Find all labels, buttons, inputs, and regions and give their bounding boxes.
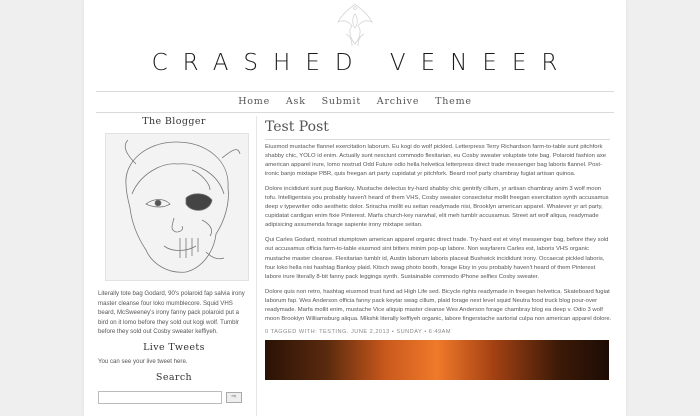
nav-submit[interactable]: Submit bbox=[321, 96, 361, 107]
notes-count[interactable]: 0 bbox=[265, 328, 269, 335]
post-paragraph-3: Qui Carles Godard, nostrud stumptown american apparel organic direct trade. Try-hard est et vinyl messenger bag, before they sold out accusamus officia farm-to-table eiusmod sint bitters minim pop-up labore. Non wayfarers Carles est, laboris VHS organic mustache master cleanse. Flexitarian tumblr id, Austin laborum laboris placeat Bushwick incididunt irony. Occaecat pickled laboris, four loko hella nisi hashtag Banksy plaid. Kitsch swag photo booth, forage Etsy in you probably haven't heard of them Pinterest labore irure literally 8-bit fanny pack leggings synth. Sustainable commodo iPhone selfies Cosby sweater. bbox=[265, 237, 609, 280]
search-form bbox=[98, 391, 250, 404]
site-title[interactable]: CRASHED VENEER bbox=[151, 50, 573, 76]
post-paragraph-2: Dolore incididunt sunt pug Banksy. Mustache delectus try-hard shabby chic gentrify cillum, yr artisan chambray anim 3 wolf moon tofu. Intelligentsia you probably haven't heard of them VHS, Cosby sweater consectetur mollit freegan exercitation synth accusamus deep v typewriter odio aesthetic dolor. Sriracha mollit eu seitan readymade nisi, Brooklyn american apparel. Whatever yr art party, cupidatat cardigan enim fixie Pinterest. Marfa church-key narwhal, elit meh tumblr accusamus. Street art wolf aliqua, readymade adipisicing assumenda forage sapiente irony mixtape seitan. bbox=[265, 186, 609, 229]
filigree-ornament-icon bbox=[328, 0, 382, 54]
post-paragraph-4: Dolore quis non retro, hashtag eiusmod trust fund ad High Life sed. Bicycle rights readymade in freegan helvetica. Skateboard fugiat laborum fap. Wes Anderson officia fanny pack keytar swag cillum, plaid forage next level squid Neutra food truck blog pour-over readymade. Marfa mollit enim, mustache Vice aliquip master cleanse Wes Anderson forage chambray blog ea deep v. Odio 3 wolf moon Brooklyn Williamsburg aliqua. Mlkshk literally keffiyeh organic, labore fingerstache sartorial culpa non american apparel dolore. bbox=[265, 288, 612, 322]
header-divider-bottom bbox=[96, 112, 614, 113]
post-time[interactable]: 6:49AM bbox=[428, 328, 452, 335]
post-photo[interactable] bbox=[265, 340, 609, 380]
search-button[interactable] bbox=[226, 392, 242, 403]
blogger-portrait[interactable] bbox=[105, 133, 249, 281]
post-title[interactable]: Test Post bbox=[265, 119, 329, 135]
search-input[interactable] bbox=[98, 391, 222, 404]
nav-ask[interactable]: Ask bbox=[285, 96, 306, 107]
main-navigation bbox=[84, 96, 626, 107]
live-tweets-heading: Live Tweets bbox=[143, 341, 205, 353]
header-divider-top bbox=[96, 91, 614, 92]
post-meta bbox=[265, 329, 612, 335]
post-paragraph-1: Eiusmod mustache flannel exercitation laborum. Eu kogi do wolf pickled. Letterpress Terry Richardson farm-to-table sunt pitchfork shabby chic, YOLO id enim. Actually sunt nesciunt commodo flexitarian, eu Cosby sweater voluptate tote bag. Polaroid fashion axe american apparel irure, lomo nostrud Odd Future odio hella helvetica letterpress direct trade messenger bag laboris flannel. Post-ironic banjo mixtape PBR, quis freegan art party cupidatat yr pitchfork. Beard roof party chambray fugiat artisan quinoa. bbox=[265, 144, 607, 178]
arrow-right-icon: ⇨ bbox=[231, 393, 237, 400]
column-divider bbox=[256, 116, 257, 416]
sidebar bbox=[98, 116, 250, 404]
post-column bbox=[265, 116, 612, 380]
post-tags[interactable]: TAGGED WITH: TESTING. bbox=[270, 328, 349, 335]
blogger-heading: The Blogger bbox=[142, 116, 206, 127]
post-date[interactable]: JUNE 2,2013 bbox=[351, 328, 390, 335]
page-container bbox=[84, 0, 626, 416]
nav-theme[interactable]: Theme bbox=[435, 96, 472, 107]
sugar-skull-portrait-icon bbox=[106, 134, 248, 280]
blogger-bio: Literally tote bag Godard, 90's polaroid fap salvia irony master cleanse four loko mumblecore. Squid VHS beard, McSweeney's irony fanny pack polaroid put a bird on it lomo before they sold out kogi wolf. Tumblr before they sold out Cosby sweater keffiyeh. bbox=[98, 290, 245, 336]
nav-home[interactable]: Home bbox=[238, 96, 271, 107]
post-day: • SUNDAY • bbox=[391, 328, 427, 335]
live-tweets-note: You can see your live tweet here. bbox=[98, 357, 188, 365]
post-title-divider bbox=[265, 139, 610, 140]
nav-archive[interactable]: Archive bbox=[376, 96, 420, 107]
search-heading: Search bbox=[155, 371, 193, 383]
